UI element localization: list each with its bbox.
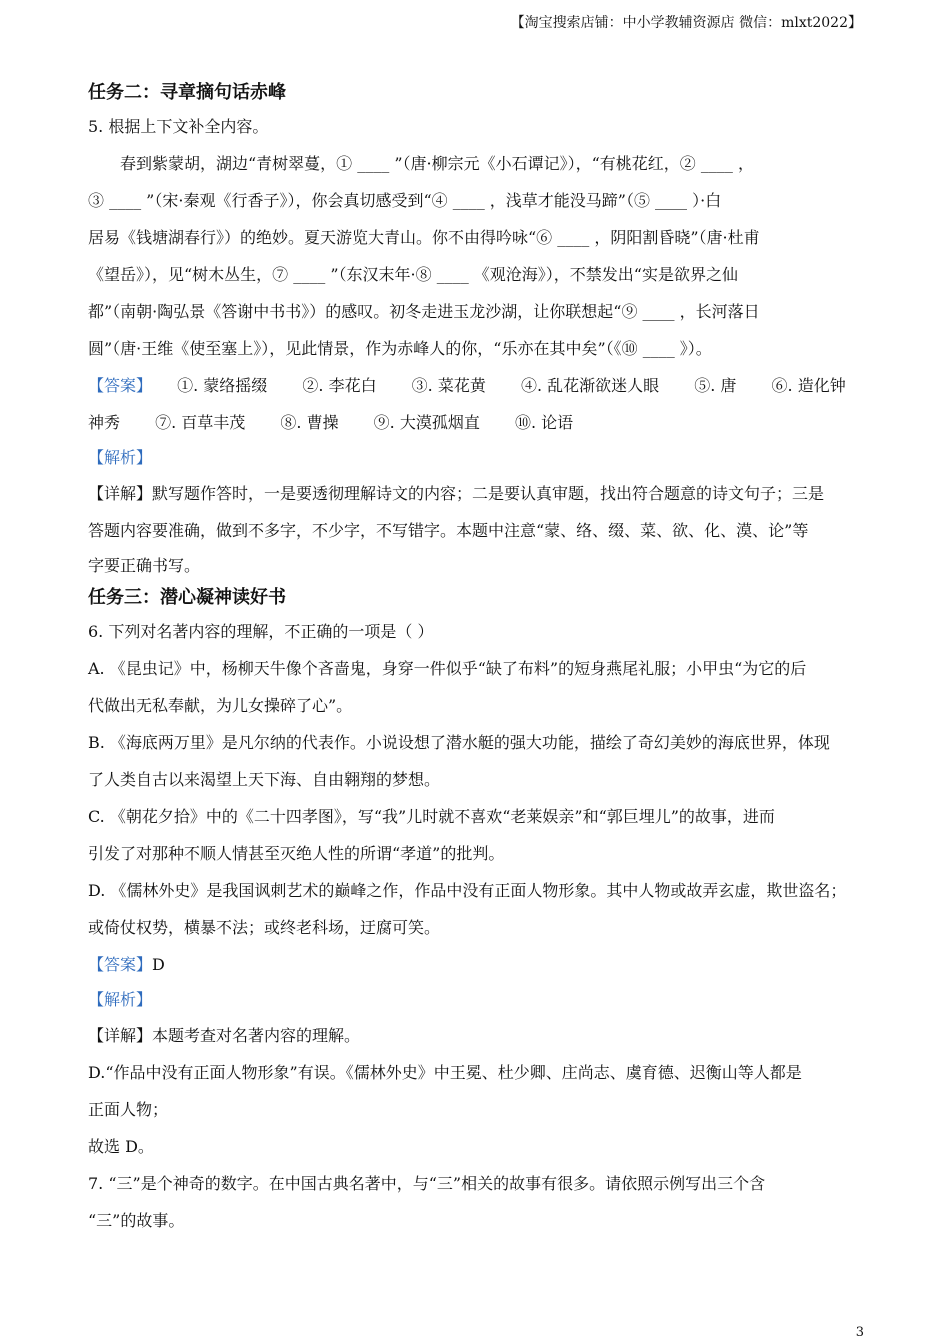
q5-line-6: 圆”（唐·王维《使至塞上》），见此情景，作为赤峰人的你，“乐亦在其中矣”（《⑩ ____ 》）。 xyxy=(88,339,712,358)
q6-answer xyxy=(88,946,868,983)
answer-label: 【答案】 xyxy=(88,376,153,395)
q5-line-3: 居易《钱塘湖春行》）的绝妙。夏天游览大青山。你不由得吟咏“⑥ ____ ，阴阳割昏晓”（唐·杜甫 xyxy=(88,228,760,247)
q6-option-b-2: 了人类自古以来渴望上天下海、自由翱翔的梦想。 xyxy=(88,770,441,789)
answer-item: ⑩. 论语 xyxy=(514,413,574,432)
answer-item: ④. 乱花渐欲迷人眼 xyxy=(520,376,660,395)
q6-stem: 6. 下列对名著内容的理解，不正确的一项是（ ） xyxy=(88,622,434,641)
answer-item: ⑨. 大漠孤烟直 xyxy=(373,413,480,432)
page-number: 3 xyxy=(855,1325,864,1340)
q6-option-a-2: 代做出无私奉献，为儿女操碎了心”。 xyxy=(88,696,353,715)
q7-line-1: 7. “三”是个神奇的数字。在中国古典名著中，与“三”相关的故事有很多。请依照示例写出三个含 xyxy=(88,1174,766,1193)
answer-item: ②. 李花白 xyxy=(302,376,377,395)
answer-item: ⑥. 造化钟 xyxy=(771,376,846,395)
detail-text: 默写题作答时，一是要透彻理解诗文的内容；二是要认真审题，找出符合题意的诗文句子；三是 xyxy=(152,484,825,503)
q6-detail xyxy=(88,1017,868,1054)
q5-answer-line-1 xyxy=(88,367,868,404)
answer-item: ⑧. 曹操 xyxy=(280,413,339,432)
document-body xyxy=(88,78,868,1239)
answer-item: ⑤. 唐 xyxy=(694,376,737,395)
q5-detail-line-3: 字要正确书写。 xyxy=(88,556,201,575)
q5-line-5: 都”（南朝·陶弘景《答谢中书书》）的感叹。初冬走进玉龙沙湖，让你联想起“⑨ ____ ，长河落日 xyxy=(88,302,760,321)
answer-item: ①. 蒙络摇缀 xyxy=(177,376,268,395)
task3-title: 任务三：潜心凝神读好书 xyxy=(88,587,286,608)
q5-answer-line-2 xyxy=(88,404,868,441)
q6-option-c-1: C. 《朝花夕拾》中的《二十四孝图》，写“我”儿时就不喜欢“老莱娱亲”和“郭巨埋儿”的故事，进而 xyxy=(88,807,775,826)
q5-line-1: 春到紫蒙胡，湖边“青树翠蔓，① ____ ”（唐·柳宗元《小石谭记》），“有桃花红，② ____ ， xyxy=(120,154,754,173)
q6-option-a-1: A. 《昆虫记》中，杨柳天牛像个吝啬鬼，身穿一件似乎“缺了布料”的短身燕尾礼服；小甲虫“为它的后 xyxy=(88,659,807,678)
q6-option-c-2: 引发了对那种不顺人情甚至灭绝人性的所谓“孝道”的批判。 xyxy=(88,844,505,863)
answer-value: D xyxy=(152,955,165,974)
detail-label: 【详解】 xyxy=(88,1026,153,1045)
q5-detail-line-2: 答题内容要准确，做到不多字，不少字，不写错字。本题中注意“蒙、络、缀、菜、欲、化、漠、论”等 xyxy=(88,521,809,540)
page-header: 【淘宝搜索店铺：中小学教辅资源店 微信：mlxt2022】 xyxy=(510,15,862,31)
answer-label: 【答案】 xyxy=(88,955,153,974)
q6-detail-line-2: 正面人物； xyxy=(88,1100,169,1119)
detail-text: 本题考查对名著内容的理解。 xyxy=(152,1026,361,1045)
q6-analysis-label: 【解析】 xyxy=(88,990,153,1009)
q5-line-2: ③ ____ ”（宋·秦观《行香子》），你会真切感受到“④ ____ ，浅草才能没马蹄”（⑤ ____ ）·白 xyxy=(88,191,722,210)
q6-option-d-2: 或倚仗权势，横暴不法；或终老科场，迂腐可笑。 xyxy=(88,918,441,937)
q7-line-2: “三”的故事。 xyxy=(88,1211,185,1230)
answer-item: ③. 菜花黄 xyxy=(411,376,486,395)
detail-label: 【详解】 xyxy=(88,484,153,503)
task2-title: 任务二：寻章摘句话赤峰 xyxy=(88,82,286,103)
q5-line-4: 《望岳》），见“树木丛生，⑦ ____ ”（东汉末年·⑧ ____ 《观沧海》），不禁发出“实是欲界之仙 xyxy=(88,265,738,284)
q6-detail-line-1: D.“作品中没有正面人物形象”有误。《儒林外史》中王冕、杜少卿、庄尚志、虞育德、迟衡山等人都是 xyxy=(88,1063,802,1082)
q6-option-b-1: B. 《海底两万里》是凡尔纳的代表作。小说设想了潜水艇的强大功能，描绘了奇幻美妙的海底世界，体现 xyxy=(88,733,830,752)
q6-detail-line-3: 故选 D。 xyxy=(88,1137,154,1156)
q5-analysis-label: 【解析】 xyxy=(88,448,153,467)
q5-stem: 5. 根据上下文补全内容。 xyxy=(88,117,269,136)
q6-option-d-1: D. 《儒林外史》是我国讽刺艺术的巅峰之作，作品中没有正面人物形象。其中人物或故弄玄虚，欺世盗名； xyxy=(88,881,847,900)
answer-item: 神秀 xyxy=(88,413,121,432)
answer-item: ⑦. 百草丰茂 xyxy=(155,413,246,432)
q5-detail-line-1 xyxy=(88,475,868,512)
